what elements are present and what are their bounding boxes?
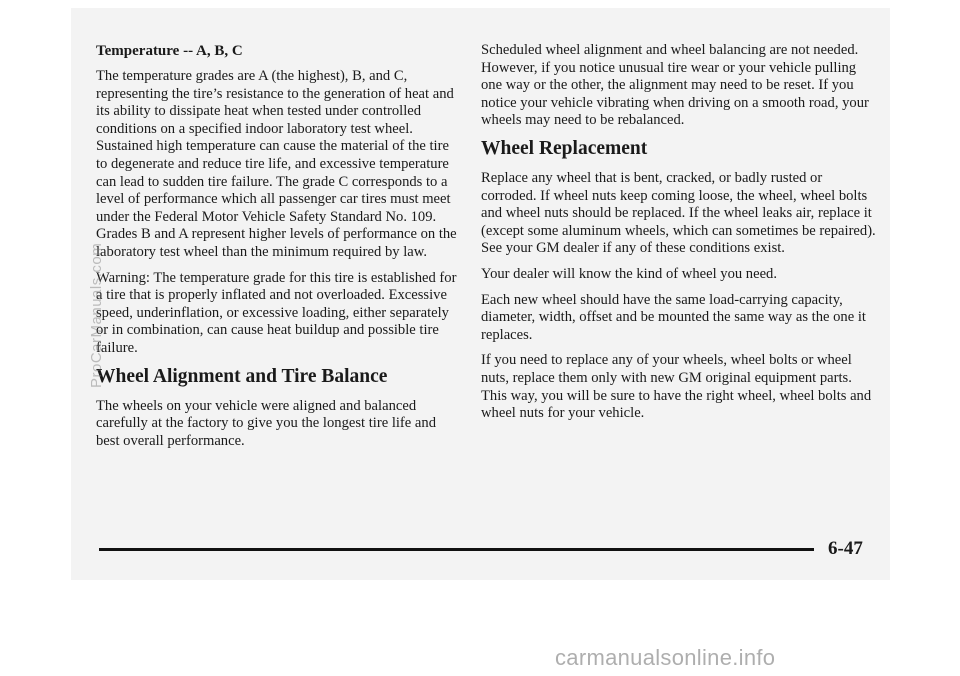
replacement-paragraph-4: If you need to replace any of your wheels, wheel bolts or wheel nuts, replace them only with new GM original equipment parts. This way, you will be sure to have the right wheel, wheel bolts and wheel nuts for your vehicle.	[481, 352, 872, 422]
side-watermark: ProCarManuals.com	[88, 242, 105, 388]
left-column	[96, 8, 463, 458]
bottom-watermark[interactable]: carmanualsonline.info	[555, 645, 776, 670]
temperature-paragraph-1: The temperature grades are A (the highest), B, and C, representing the tire’s resistance to the generation of heat and its ability to dissipate heat when tested under controlled conditions on a specified indoor laboratory test wheel. Sustained high temperature can cause the material of the tire to degenerate and reduce tire life, and excessive temperature can lead to sudden tire failure. The grade C corresponds to a level of performance which all passenger car tires must meet under the Federal Motor Vehicle Safety Standard No. 109. Grades B and A represent higher levels of performance on the laboratory test wheel than the minimum required by law.	[96, 68, 457, 260]
replacement-heading: Wheel Replacement	[481, 137, 648, 159]
right-column	[481, 42, 876, 431]
replacement-paragraph-1: Replace any wheel that is bent, cracked, or badly rusted or corroded. If wheel nuts keep coming loose, the wheel, wheel bolts and wheel nuts should be replaced. If the wheel leaks air, replace it (except some aluminum wheels, which can sometimes be repaired). See your GM dealer if any of these conditions exist.	[481, 169, 876, 257]
alignment-heading: Wheel Alignment and Tire Balance	[96, 365, 388, 387]
replacement-paragraph-3: Each new wheel should have the same load-carrying capacity, diameter, width, offset and be mounted the same way as the one it replaces.	[481, 291, 866, 343]
alignment-paragraph-2: Scheduled wheel alignment and wheel balancing are not needed. However, if you notice unusual tire wear or your vehicle pulling one way or the other, the alignment may need to be reset. If you notice your vehicle vibrating when driving on a smooth road, your wheels may need to be rebalanced.	[481, 42, 869, 129]
temperature-heading: Temperature -- A, B, C	[96, 43, 243, 59]
temperature-paragraph-2: Warning: The temperature grade for this tire is established for a tire that is properly inflated and not overloaded. Excessive speed, underinflation, or excessive loading, either separately or in combination, can cause heat buildup and possible tire failure.	[96, 269, 457, 356]
footer-rule	[99, 548, 814, 551]
replacement-paragraph-2: Your dealer will know the kind of wheel you need.	[481, 265, 778, 282]
alignment-paragraph: The wheels on your vehicle were aligned and balanced carefully at the factory to give you the longest tire life and best overall performance.	[96, 397, 436, 449]
manual-page	[71, 8, 890, 580]
page-number: 6-47	[828, 538, 863, 559]
